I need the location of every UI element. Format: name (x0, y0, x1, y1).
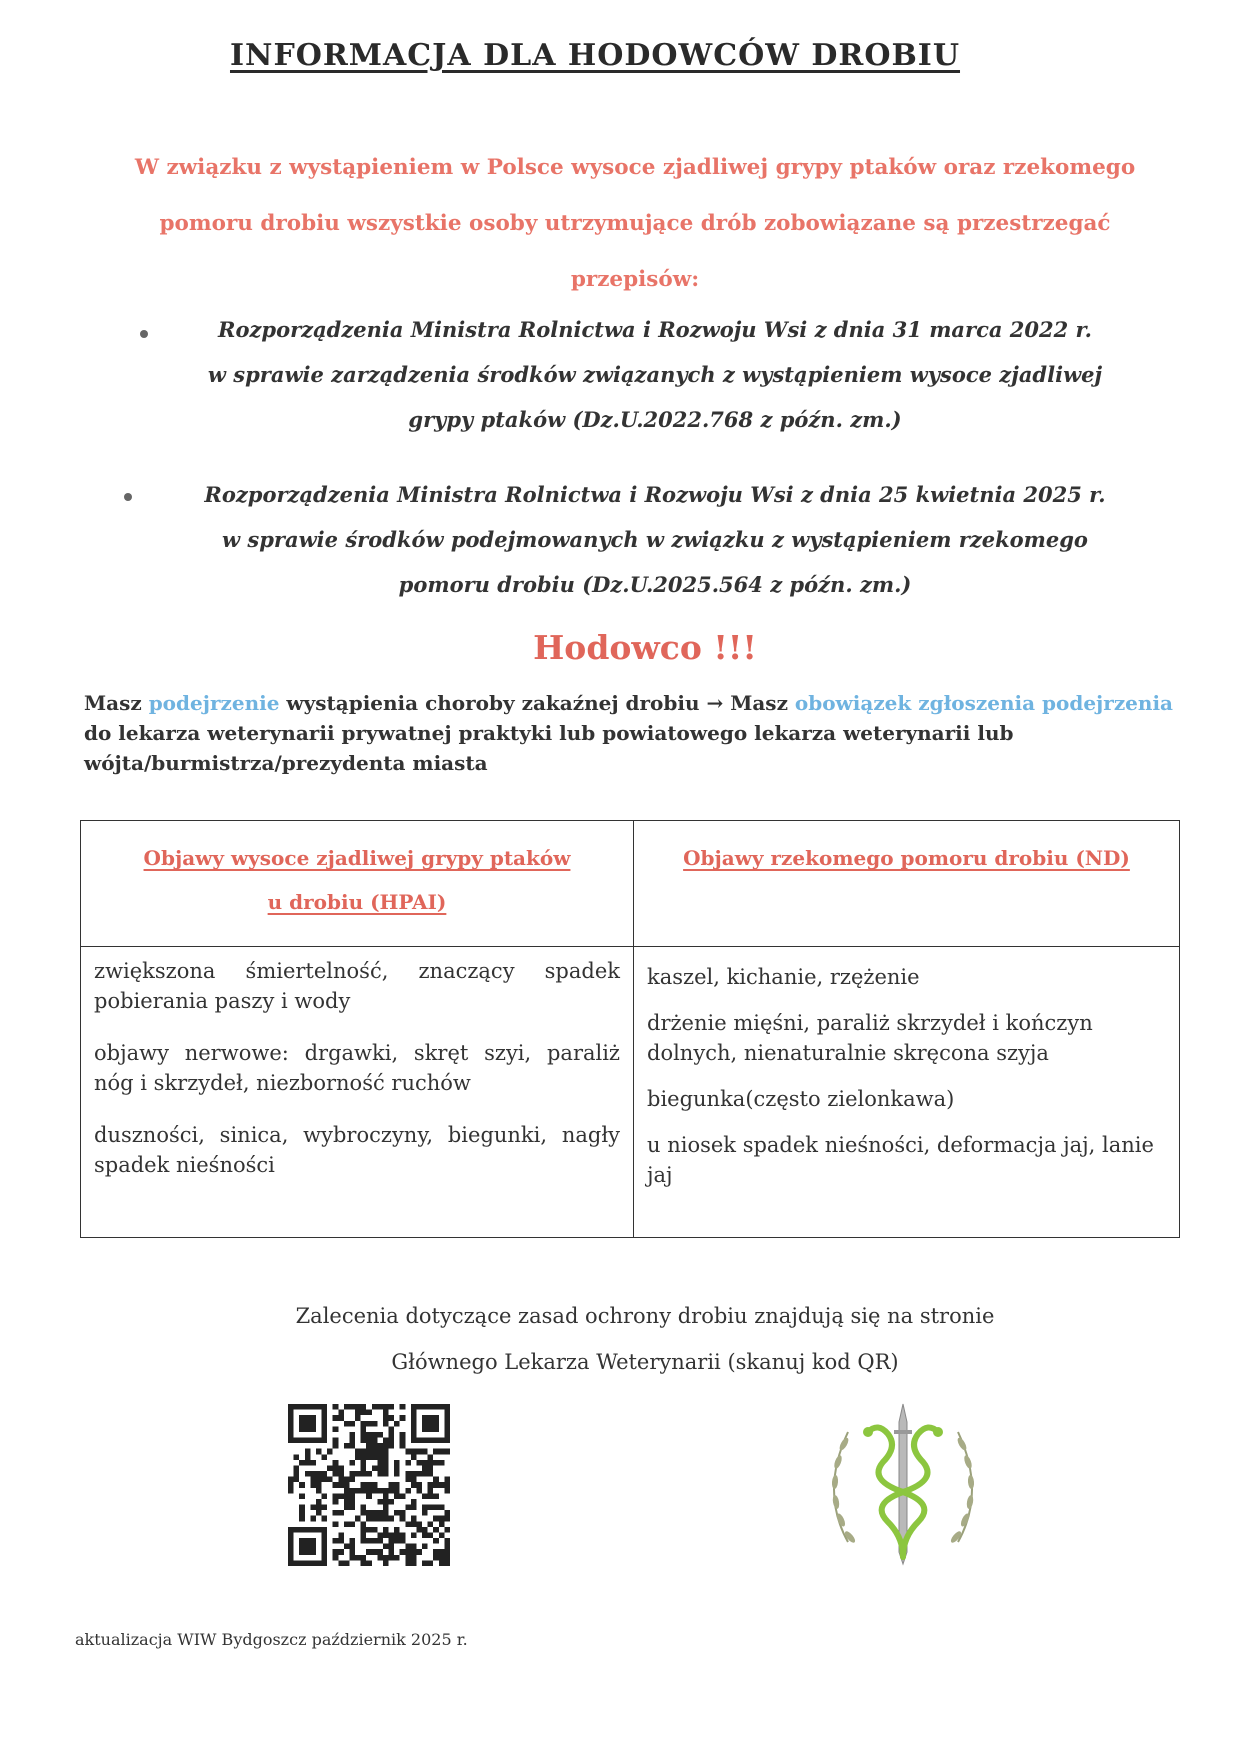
symptom-item: kaszel, kichanie, rzężenie (647, 964, 920, 989)
notice-text: wystąpienia choroby zakaźnej drobiu → Masz (279, 691, 795, 715)
recommendation-line: Głównego Lekarza Weterynarii (skanuj kod QR) (391, 1350, 899, 1374)
nd-symptoms-list (635, 948, 1178, 1190)
symptoms-table (80, 820, 1180, 1238)
regulation-item-2 (110, 472, 1200, 607)
recommendation-line: Zalecenia dotyczące zasad ochrony drobiu znajdują się na stronie (295, 1304, 995, 1328)
regulation-line: grypy ptaków (Dz.U.2022.768 z późn. zm.) (408, 407, 902, 432)
notice-highlight: obowiązek zgłoszenia podejrzenia (794, 691, 1173, 715)
regulation-line: pomoru drobiu (Dz.U.2025.564 z późn. zm.) (398, 572, 912, 597)
intro-line: przepisów: (570, 267, 700, 292)
header-hpai-line: Objawy wysoce zjadliwej grypy ptaków (143, 846, 571, 870)
recommendation-text (0, 1293, 1240, 1385)
regulation-item-1 (110, 307, 1200, 442)
regulation-line: w sprawie zarządzenia środków związanych z wystąpieniem wysoce zjadliwej (207, 362, 1103, 387)
symptom-item: objawy nerwowe: drgawki, skręt szyi, paraliż nóg i skrzydeł, niezborność ruchów (94, 1040, 620, 1095)
symptom-item: biegunka(często zielonkawa) (647, 1086, 955, 1111)
hpai-symptoms-list (82, 948, 632, 1180)
table-cell-hpai (81, 946, 634, 1237)
symptom-item: u niosek spadek nieśności, deformacja jaj, lanie jaj (647, 1132, 1154, 1187)
header-hpai (82, 822, 632, 932)
notice-paragraph (84, 688, 1184, 778)
intro-text (80, 140, 1190, 308)
header-hpai-line: u drobiu (HPAI) (267, 890, 447, 914)
table-header-cell (634, 821, 1180, 947)
page-title: INFORMACJA DLA HODOWCÓW DROBIU (229, 38, 961, 73)
table-header-cell (81, 821, 634, 947)
notice-highlight: podejrzenie (148, 691, 280, 715)
hodowco-heading: Hodowco !!! (533, 628, 757, 667)
intro-line: pomoru drobiu wszystkie osoby utrzymujące drób zobowiązane są przestrzegać (159, 211, 1111, 236)
veterinary-emblem-icon (808, 1392, 998, 1582)
symptom-item: duszności, sinica, wybroczyny, biegunki, nagły spadek nieśności (94, 1122, 620, 1177)
notice-text: Masz (84, 691, 149, 715)
regulation-line: Rozporządzenia Ministra Rolnictwa i Rozwoju Wsi z dnia 25 kwietnia 2025 r. (204, 482, 1106, 507)
intro-line: W związku z wystąpieniem w Polsce wysoce zjadliwej grypy ptaków oraz rzekomego (134, 155, 1136, 180)
symptom-item: zwiększona śmiertelność, znaczący spadek pobierania paszy i wody (94, 958, 620, 1013)
footer-note: aktualizacja WIW Bydgoszcz październik 2025 r. (75, 1630, 468, 1649)
table-cell-nd (634, 946, 1180, 1237)
regulation-line: w sprawie środków podejmowanych w związku z wystąpieniem rzekomego (222, 527, 1088, 552)
notice-text: do lekarza weterynarii prywatnej praktyki lub powiatowego lekarza weterynarii lub wójta/burmistrza/prezydenta miasta (84, 721, 1014, 775)
symptom-item: drżenie mięśni, paraliż skrzydeł i kończyn dolnych, nienaturalnie skręcona szyja (647, 1010, 1093, 1065)
header-nd: Objawy rzekomego pomoru drobiu (ND) (683, 846, 1130, 870)
regulation-line: Rozporządzenia Ministra Rolnictwa i Rozwoju Wsi z dnia 31 marca 2022 r. (218, 317, 1092, 342)
qr-code-icon[interactable] (288, 1402, 450, 1568)
